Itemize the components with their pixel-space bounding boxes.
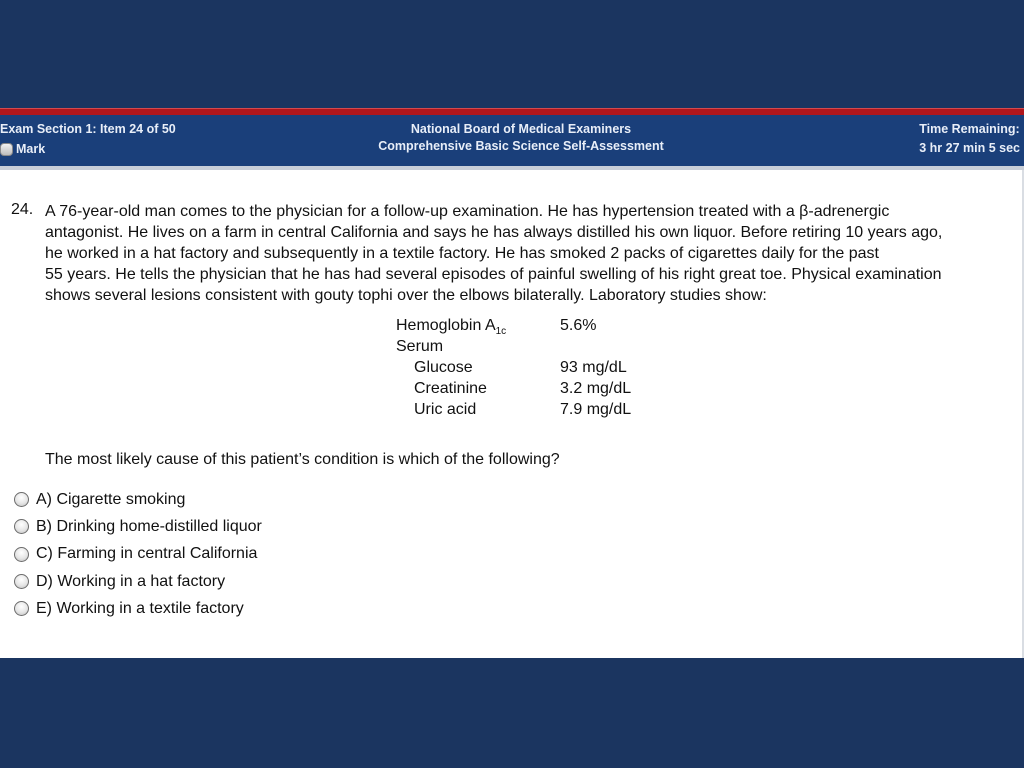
lab-value: 3.2 mg/dL — [560, 380, 632, 397]
answer-option-label[interactable]: E) Working in a textile factory — [36, 599, 244, 617]
answer-option-label[interactable]: C) Farming in central California — [36, 545, 258, 563]
answer-options — [14, 486, 262, 622]
lab-name: Hemoglobin A — [396, 317, 496, 334]
radio-button-icon[interactable] — [14, 601, 29, 616]
lab-name: Glucose — [414, 359, 473, 376]
stem-line: A 76-year-old man comes to the physician for a follow-up examination. He has hypertension treated with a β-adrenergic — [45, 203, 890, 220]
time-remaining-value: 3 hr 27 min 5 sec — [919, 141, 1020, 155]
answer-option-d[interactable] — [14, 568, 262, 595]
answer-option-label[interactable]: A) Cigarette smoking — [36, 490, 186, 508]
lab-name: Uric acid — [414, 401, 477, 418]
stem-line: 55 years. He tells the physician that he has had several episodes of painful swelling of his right great toe. Physical examination — [45, 266, 942, 283]
lab-row-hba1c — [396, 315, 656, 336]
answer-option-b[interactable] — [14, 513, 262, 540]
lab-name: Creatinine — [414, 380, 487, 397]
radio-button-icon[interactable] — [14, 492, 29, 507]
lab-subscript: 1c — [495, 326, 507, 337]
question-panel — [0, 170, 1024, 658]
question-prompt: The most likely cause of this patient’s condition is which of the following? — [45, 451, 560, 468]
org-title: National Board of Medical Examiners — [410, 122, 632, 136]
lab-row-glucose — [396, 357, 656, 378]
lab-value: 7.9 mg/dL — [560, 401, 632, 418]
exam-title: Comprehensive Basic Science Self-Assessment — [378, 139, 664, 153]
lab-row-serum — [396, 336, 656, 357]
timer — [919, 122, 1020, 155]
lab-results-table — [396, 315, 656, 420]
answer-option-e[interactable] — [14, 595, 262, 622]
radio-button-icon[interactable] — [14, 519, 29, 534]
header-accent-line — [0, 108, 1024, 115]
question-stem — [45, 201, 1000, 306]
lab-value: 5.6% — [560, 317, 597, 334]
lab-row-creatinine — [396, 378, 656, 399]
stem-line: shows several lesions consistent with gouty tophi over the elbows bilaterally. Laboratory studies show: — [45, 287, 767, 304]
lab-value: 93 mg/dL — [560, 359, 627, 376]
answer-option-a[interactable] — [14, 486, 262, 513]
answer-option-label[interactable]: B) Drinking home-distilled liquor — [36, 517, 262, 535]
time-remaining-label: Time Remaining: — [919, 122, 1020, 136]
lab-group-label: Serum — [396, 338, 444, 355]
stem-line: he worked in a hat factory and subsequently in a textile factory. He has smoked 2 packs of cigarettes daily for the past — [45, 245, 879, 262]
radio-button-icon[interactable] — [14, 547, 29, 562]
radio-button-icon[interactable] — [14, 574, 29, 589]
answer-option-c[interactable] — [14, 541, 262, 568]
question-number: 24. — [11, 201, 34, 218]
exam-header — [0, 115, 1024, 166]
section-item-indicator: Exam Section 1: Item 24 of 50 — [0, 122, 176, 136]
stem-line: antagonist. He lives on a farm in central California and says he has always distilled his own liquor. Before retiring 10 years ago, — [45, 224, 943, 241]
answer-option-label[interactable]: D) Working in a hat factory — [36, 572, 226, 590]
lab-row-uric-acid — [396, 399, 656, 420]
mark-label[interactable]: Mark — [16, 142, 46, 156]
